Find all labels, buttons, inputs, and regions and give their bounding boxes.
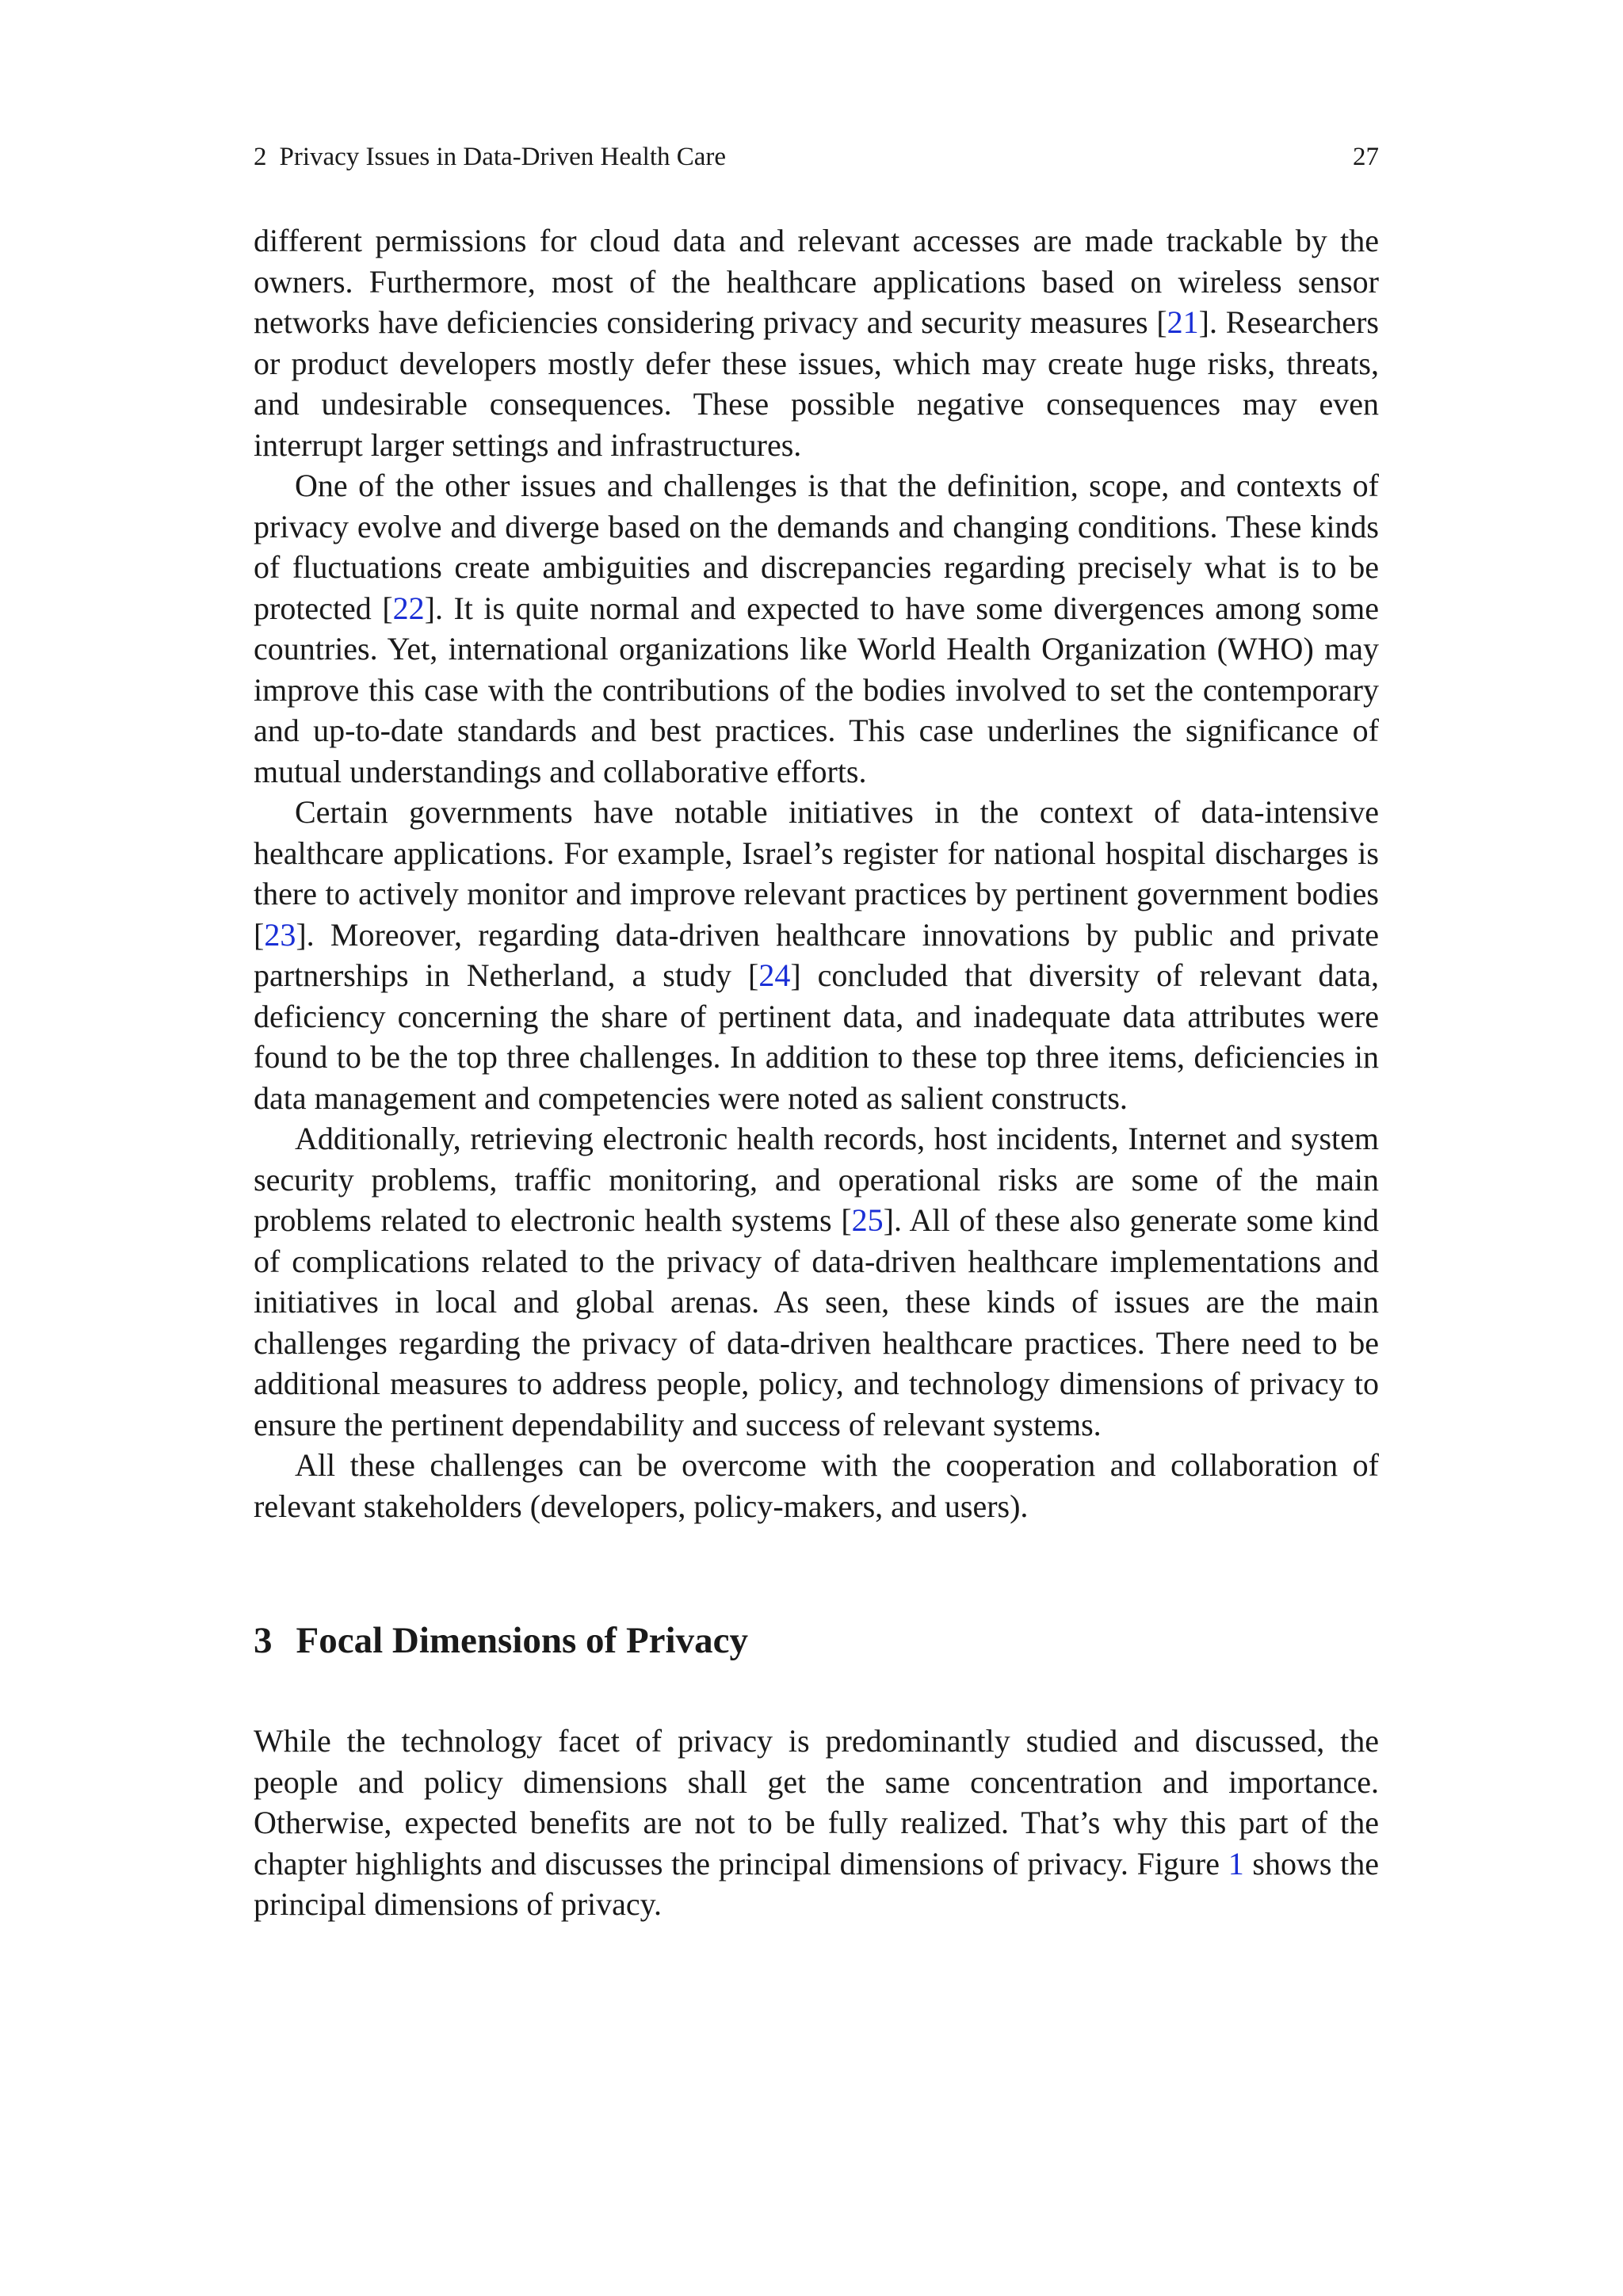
section-title: Focal Dimensions of Privacy (296, 1620, 748, 1661)
citation-24-link[interactable]: 24 (758, 957, 791, 993)
paragraph-1-text-b: ]. Researchers or product developers mostly defer these issues, which may create huge risks, threats, and undesirable consequences. These possible negative consequences may even interrupt larger settings and infrastructures. (254, 304, 1380, 463)
chapter-number: 2 (254, 143, 267, 171)
paragraph-1 (254, 220, 1379, 465)
paragraph-2-text-a: One of the other issues and challenges is that the definition, scope, and contexts of privacy evolve and diverge based on the demands and changing conditions. These kinds of fluctuations create ambiguities and discrepancies regarding precisely what is to be protected [ (254, 468, 1379, 626)
paragraph-4 (254, 1118, 1379, 1445)
chapter-title: Privacy Issues in Data-Driven Health Care (279, 143, 727, 171)
section-text (254, 1721, 1379, 1925)
page-number: 27 (1353, 143, 1379, 171)
citation-21-link[interactable]: 21 (1167, 304, 1199, 340)
paragraph-3-text-b: ]. Moreover, regarding data-driven healthcare innovations by public and private partnerships in Netherland, a study [ (254, 916, 1379, 993)
paragraph-3 (254, 792, 1379, 1118)
citation-22-link[interactable]: 22 (392, 590, 425, 626)
paragraph-1-text-a: different permissions for cloud data and relevant accesses are made trackable by the owners. Furthermore, most of the healthcare applications based on wireless sensor networks have deficiencies considering privacy and security measures [ (254, 223, 1379, 340)
paragraph-3-text-c: ] concluded that diversity of relevant data, deficiency concerning the share of pertinent data, and inadequate data attributes were found to be the top three challenges. In addition to these top three items, deficiencies in data management and competencies were noted as salient constructs. (254, 957, 1379, 1116)
paragraph-4-text-b: ]. All of these also generate some kind of complications related to the privacy of data-driven healthcare implementations and initiatives in local and global arenas. As seen, these kinds of issues are the main challenges regarding the privacy of data-driven healthcare practices. There need to be additional measures to address people, policy, and technology dimensions of privacy to ensure the pertinent dependability and success of relevant systems. (254, 1202, 1380, 1442)
body-text (254, 220, 1379, 1526)
paragraph-3-text-a: Certain governments have notable initiatives in the context of data-intensive healthcare applications. For example, Israel’s register for national hospital discharges is there to actively monitor and improve relevant practices by pertinent government bodies [ (254, 794, 1379, 953)
citation-23-link[interactable]: 23 (264, 916, 296, 953)
paragraph-2 (254, 465, 1379, 792)
section-text-a: While the technology facet of privacy is predominantly studied and discussed, the people and policy dimensions shall get the same concentration and importance. Otherwise, expected benefits are not to be fully realized. That’s why this part of the chapter highlights and discusses the principal dimensions of privacy. Figure (254, 1723, 1379, 1881)
paragraph-2-text-b: ]. It is quite normal and expected to have some divergences among some countries. Yet, international organizations like World Health Organization (WHO) may improve this case with the contributions of the bodies involved to set the contemporary and up-to-date standards and best practices. This case underlines the significance of mutual understandings and collaborative efforts. (254, 590, 1379, 789)
paragraph-5: All these challenges can be overcome with the cooperation and collaboration of relevant stakeholders (developers, policy-makers, and users). (254, 1447, 1379, 1524)
figure-1-link[interactable]: 1 (1228, 1845, 1244, 1881)
running-head (254, 139, 1379, 174)
section-text-b: shows the principal dimensions of privacy. (254, 1845, 1380, 1922)
section-paragraph (254, 1721, 1379, 1925)
paragraph-4-text-a: Additionally, retrieving electronic health records, host incidents, Internet and system security problems, traffic monitoring, and operational risks are some of the main problems related to electronic health systems [ (254, 1121, 1379, 1238)
running-head-chapter (254, 139, 726, 174)
citation-25-link[interactable]: 25 (851, 1202, 884, 1238)
section-heading (254, 1617, 1379, 1664)
section-number: 3 (254, 1620, 273, 1661)
